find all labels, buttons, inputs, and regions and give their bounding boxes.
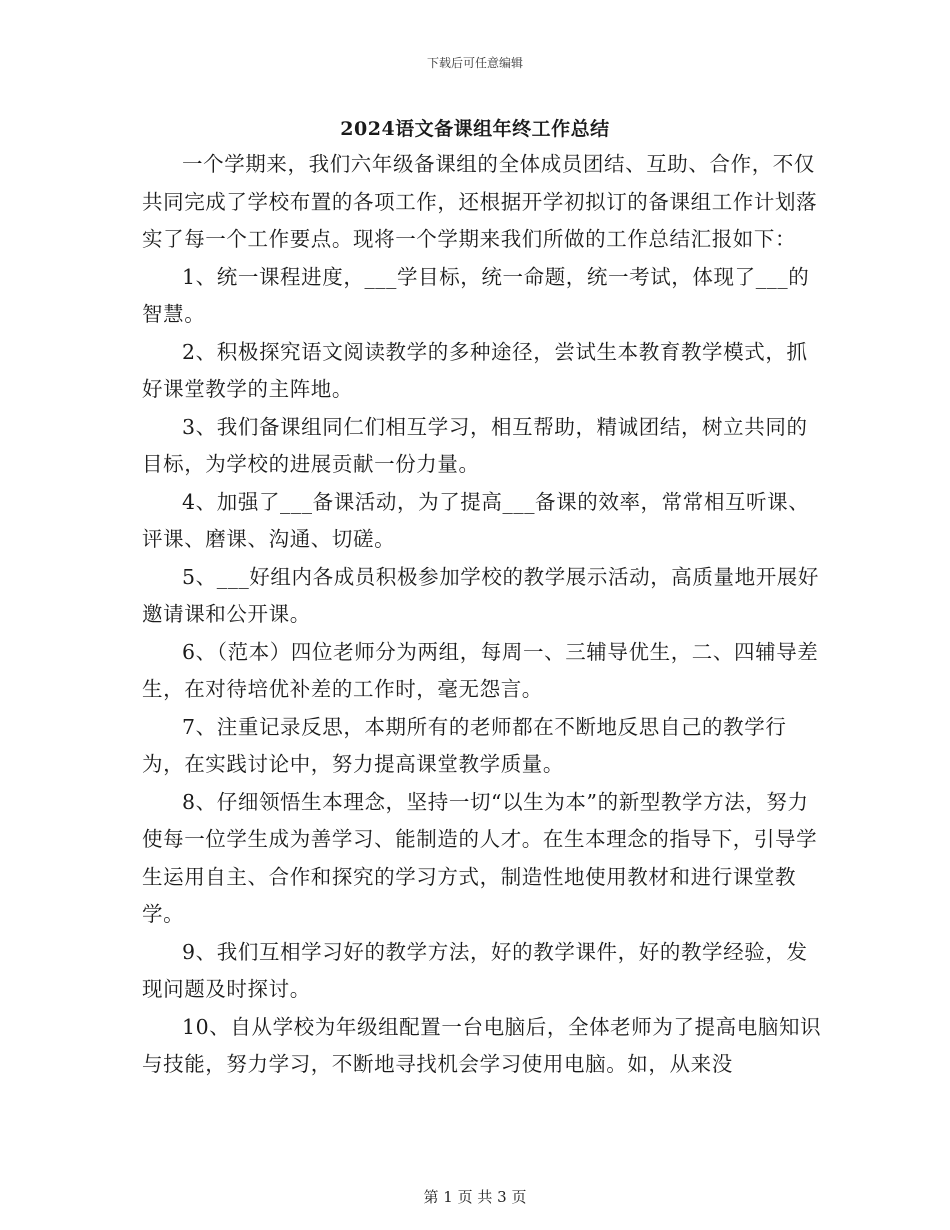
paragraph-item-3: 3、我们备课组同仁们相互学习，相互帮助，精诚团结，树立共同的目标，为学校的进展贡献一份力量。 (142, 414, 808, 476)
document-title: 2024语文备课组年终工作总结 (340, 118, 610, 140)
paragraph-item-4: 4、加强了___备课活动，为了提高___备课的效率，常常相互听课、评课、磨课、沟通、切磋。 (142, 489, 810, 551)
paragraph-item-5: 5、___好组内各成员积极参加学校的教学展示活动，高质量地开展好邀请课和公开课。 (142, 564, 819, 626)
paragraph-item-7: 7、注重记录反思，本期所有的老师都在不断地反思自己的教学行为，在实践讨论中，努力提高课堂教学质量。 (142, 714, 787, 776)
paragraph-item-10: 10、自从学校为年级组配置一台电脑后，全体老师为了提高电脑知识与技能，努力学习，不断地寻找机会学习使用电脑。如，从来没 (142, 1014, 822, 1076)
paragraph-item-2: 2、积极探究语文阅读教学的多种途径，尝试生本教育教学模式，抓好课堂教学的主阵地。 (142, 339, 808, 401)
document-body (142, 146, 822, 1084)
paragraph-item-8: 8、仔细领悟生本理念，坚持一切“以生为本”的新型教学方法，努力使每一位学生成为善学习、能制造的人才。在生本理念的指导下，引导学生运用自主、合作和探究的学习方式，制造性地使用教材和进行课堂教学。 (142, 789, 818, 926)
paragraph-item-1: 1、统一课程进度，___学目标，统一命题，统一考试，体现了___的智慧。 (142, 264, 810, 326)
paragraph-item-6: 6、（范本）四位老师分为两组，每周一、三辅导优生，二、四辅导差生，在对待培优补差的工作时，毫无怨言。 (142, 639, 819, 701)
header-note: 下载后可任意编辑 (426, 56, 523, 70)
paragraph-intro: 一个学期来，我们六年级备课组的全体成员团结、互助、合作，不仅共同完成了学校布置的各项工作，还根据开学初拟订的备课组工作计划落实了每一个工作要点。现将一个学期来我们所做的工作总结汇报如下： (142, 152, 818, 251)
paragraph-item-9: 9、我们互相学习好的教学方法，好的教学课件，好的教学经验，发现问题及时探讨。 (142, 939, 808, 1001)
page-number: 第 1 页 共 3 页 (423, 1188, 527, 1206)
